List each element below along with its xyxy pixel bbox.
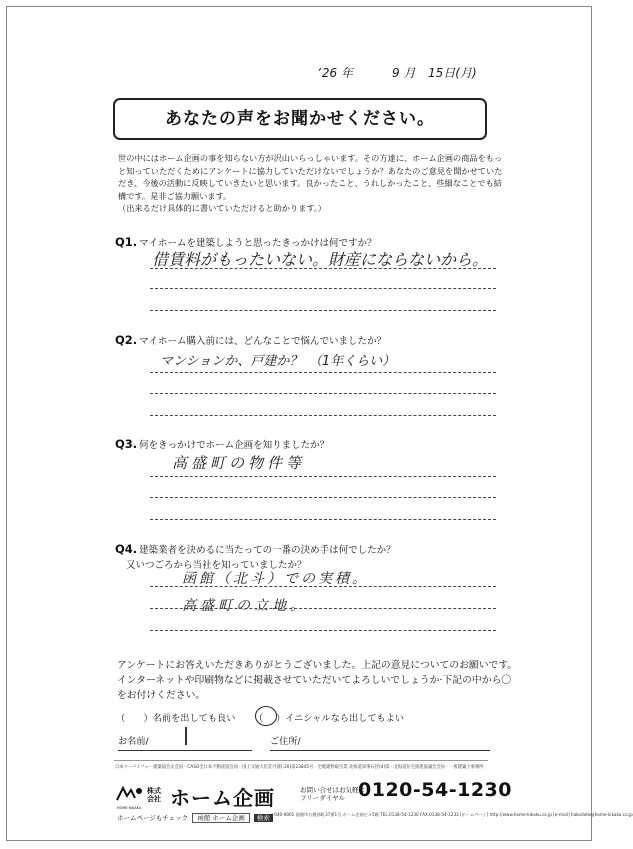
intro-line: だき、今後の活動に反映していきたいと思います。良かったこと、うれしかったこと、些細なことでも結 bbox=[118, 178, 502, 188]
answer-line bbox=[150, 415, 496, 416]
consent-options bbox=[116, 710, 516, 726]
company-logo-icon bbox=[115, 784, 145, 804]
circle-mark-icon bbox=[255, 706, 277, 726]
question-4-subtext: 又いつごろから当社を知っていましたか？ bbox=[126, 560, 307, 571]
question-text: マイホーム購入前には、どんなことで悩んでいましたか？ bbox=[139, 336, 386, 347]
toll-free-number[interactable]: 0120-54-1230 bbox=[358, 779, 512, 801]
consent-name-option[interactable]: （ ）名前を出しても良い bbox=[116, 713, 236, 724]
survey-date bbox=[300, 62, 500, 82]
answer-line bbox=[150, 288, 496, 289]
answer-line bbox=[150, 268, 496, 269]
brand-kabushiki: 株式 会社 bbox=[147, 787, 161, 803]
answer-line bbox=[150, 393, 496, 394]
question-2 bbox=[115, 333, 386, 347]
question-number: Q4. bbox=[115, 542, 138, 556]
intro-line: 構です。是非ご協力願います。 bbox=[118, 190, 232, 201]
answer-3[interactable]: 高盛町の物件等 bbox=[172, 454, 306, 472]
question-text: 建築業者を決めるに当たっての一番の決め手は何でしたか？ bbox=[139, 545, 396, 556]
closing-line: をお付けください。 bbox=[117, 690, 206, 701]
consent-initial-open: （ bbox=[254, 713, 264, 724]
answer-line bbox=[150, 608, 496, 609]
intro-text bbox=[118, 152, 503, 215]
answer-line bbox=[150, 310, 496, 311]
contact-line-2: フリーダイヤル bbox=[300, 794, 346, 802]
closing-text bbox=[117, 658, 517, 703]
brand-name: ホーム企画 bbox=[170, 786, 275, 810]
date-day: 15日(月) bbox=[428, 66, 477, 80]
question-text: 何をきっかけでホーム企画を知りましたか？ bbox=[139, 440, 330, 451]
answer-1[interactable]: 借賃料がもったいない。財産にならないから。 bbox=[152, 250, 489, 269]
address-field[interactable] bbox=[270, 750, 490, 751]
footer-address: 〒040-0001 函館市五稜郭町37番1号 ホーム企画ビル5階 TEL.0138-54-1230 FAX.0138-54-1233 [ホームページ] http://www.home-kikaku.co.jp [e-mail] hakodate@home-kikaku.co.jp bbox=[270, 812, 633, 817]
answer-4-line-2[interactable]: 高盛町の立地。 bbox=[182, 598, 308, 614]
closing-line: インターネットや印刷物などに掲載させていただいてよろしいでしょうか·下記の中から〇 bbox=[117, 675, 512, 686]
closing-line: アンケートにお答えいただきありがとうございました。上記の意見についてのお願いです。 bbox=[117, 660, 518, 671]
answer-line bbox=[150, 372, 496, 373]
intro-line: と知っていただくためにアンケートに協力していただけないでしょうか？あなたのご意見を聞かせていた bbox=[118, 165, 503, 176]
search-button[interactable]: 検索 bbox=[254, 814, 273, 822]
footer-divider bbox=[114, 760, 488, 761]
answer-line bbox=[150, 586, 496, 587]
answer-line bbox=[150, 476, 496, 477]
brand-english: HOME KIKAKU bbox=[117, 806, 142, 810]
date-month: 9 月 bbox=[392, 66, 416, 80]
intro-line: （出来るだけ具体的に書いていただけると助かります。） bbox=[118, 203, 327, 213]
page-title: あなたの声をお聞かせください。 bbox=[113, 98, 487, 140]
address-label: ご住所/ bbox=[270, 736, 301, 747]
answer-line bbox=[150, 497, 496, 498]
answer-2[interactable]: マンションか、戸建か？ （1年くらい） bbox=[160, 354, 396, 369]
contact-line-1: お問い合せはお気軽に bbox=[300, 786, 365, 794]
question-3 bbox=[115, 437, 329, 451]
footer-smallprint: 日本ツーバイフォー建築協会正会員 · CASO全日本不動産協会員 · 国土交通大臣許可(般-20)第23845号 · 宅地建物取引業 北海道知事石狩(4)第 · 北海道住宅推進協議会会員 · 一般建築士事務所 bbox=[115, 765, 484, 770]
contact-text bbox=[300, 786, 365, 802]
answer-line bbox=[150, 630, 496, 631]
name-mark bbox=[185, 727, 187, 745]
question-number: Q3. bbox=[115, 437, 138, 451]
consent-initial-option[interactable]: ）イニシャルなら出してもよい bbox=[276, 713, 405, 724]
intro-line: 世の中にはホーム企画の事を知らない方が沢山いらっしゃいます。その方達に、ホーム企画の商品をもっ bbox=[118, 153, 503, 163]
answer-4-line-1[interactable]: 函館（北斗）での実積。 bbox=[182, 571, 369, 587]
homepage-search bbox=[117, 813, 273, 822]
question-text: マイホームを建築しようと思ったきっかけは何ですか？ bbox=[139, 238, 377, 249]
name-label: お名前/ bbox=[118, 736, 149, 747]
name-field[interactable] bbox=[118, 750, 252, 751]
question-4 bbox=[115, 542, 396, 556]
search-keyword-box[interactable]: 函館 ホーム企画 bbox=[192, 813, 250, 823]
date-year: ʼ26 年 bbox=[318, 66, 353, 80]
question-number: Q2. bbox=[115, 333, 138, 347]
answer-line bbox=[150, 519, 496, 520]
question-number: Q1. bbox=[115, 235, 138, 249]
homepage-text: ホームページもチェック bbox=[117, 814, 189, 822]
